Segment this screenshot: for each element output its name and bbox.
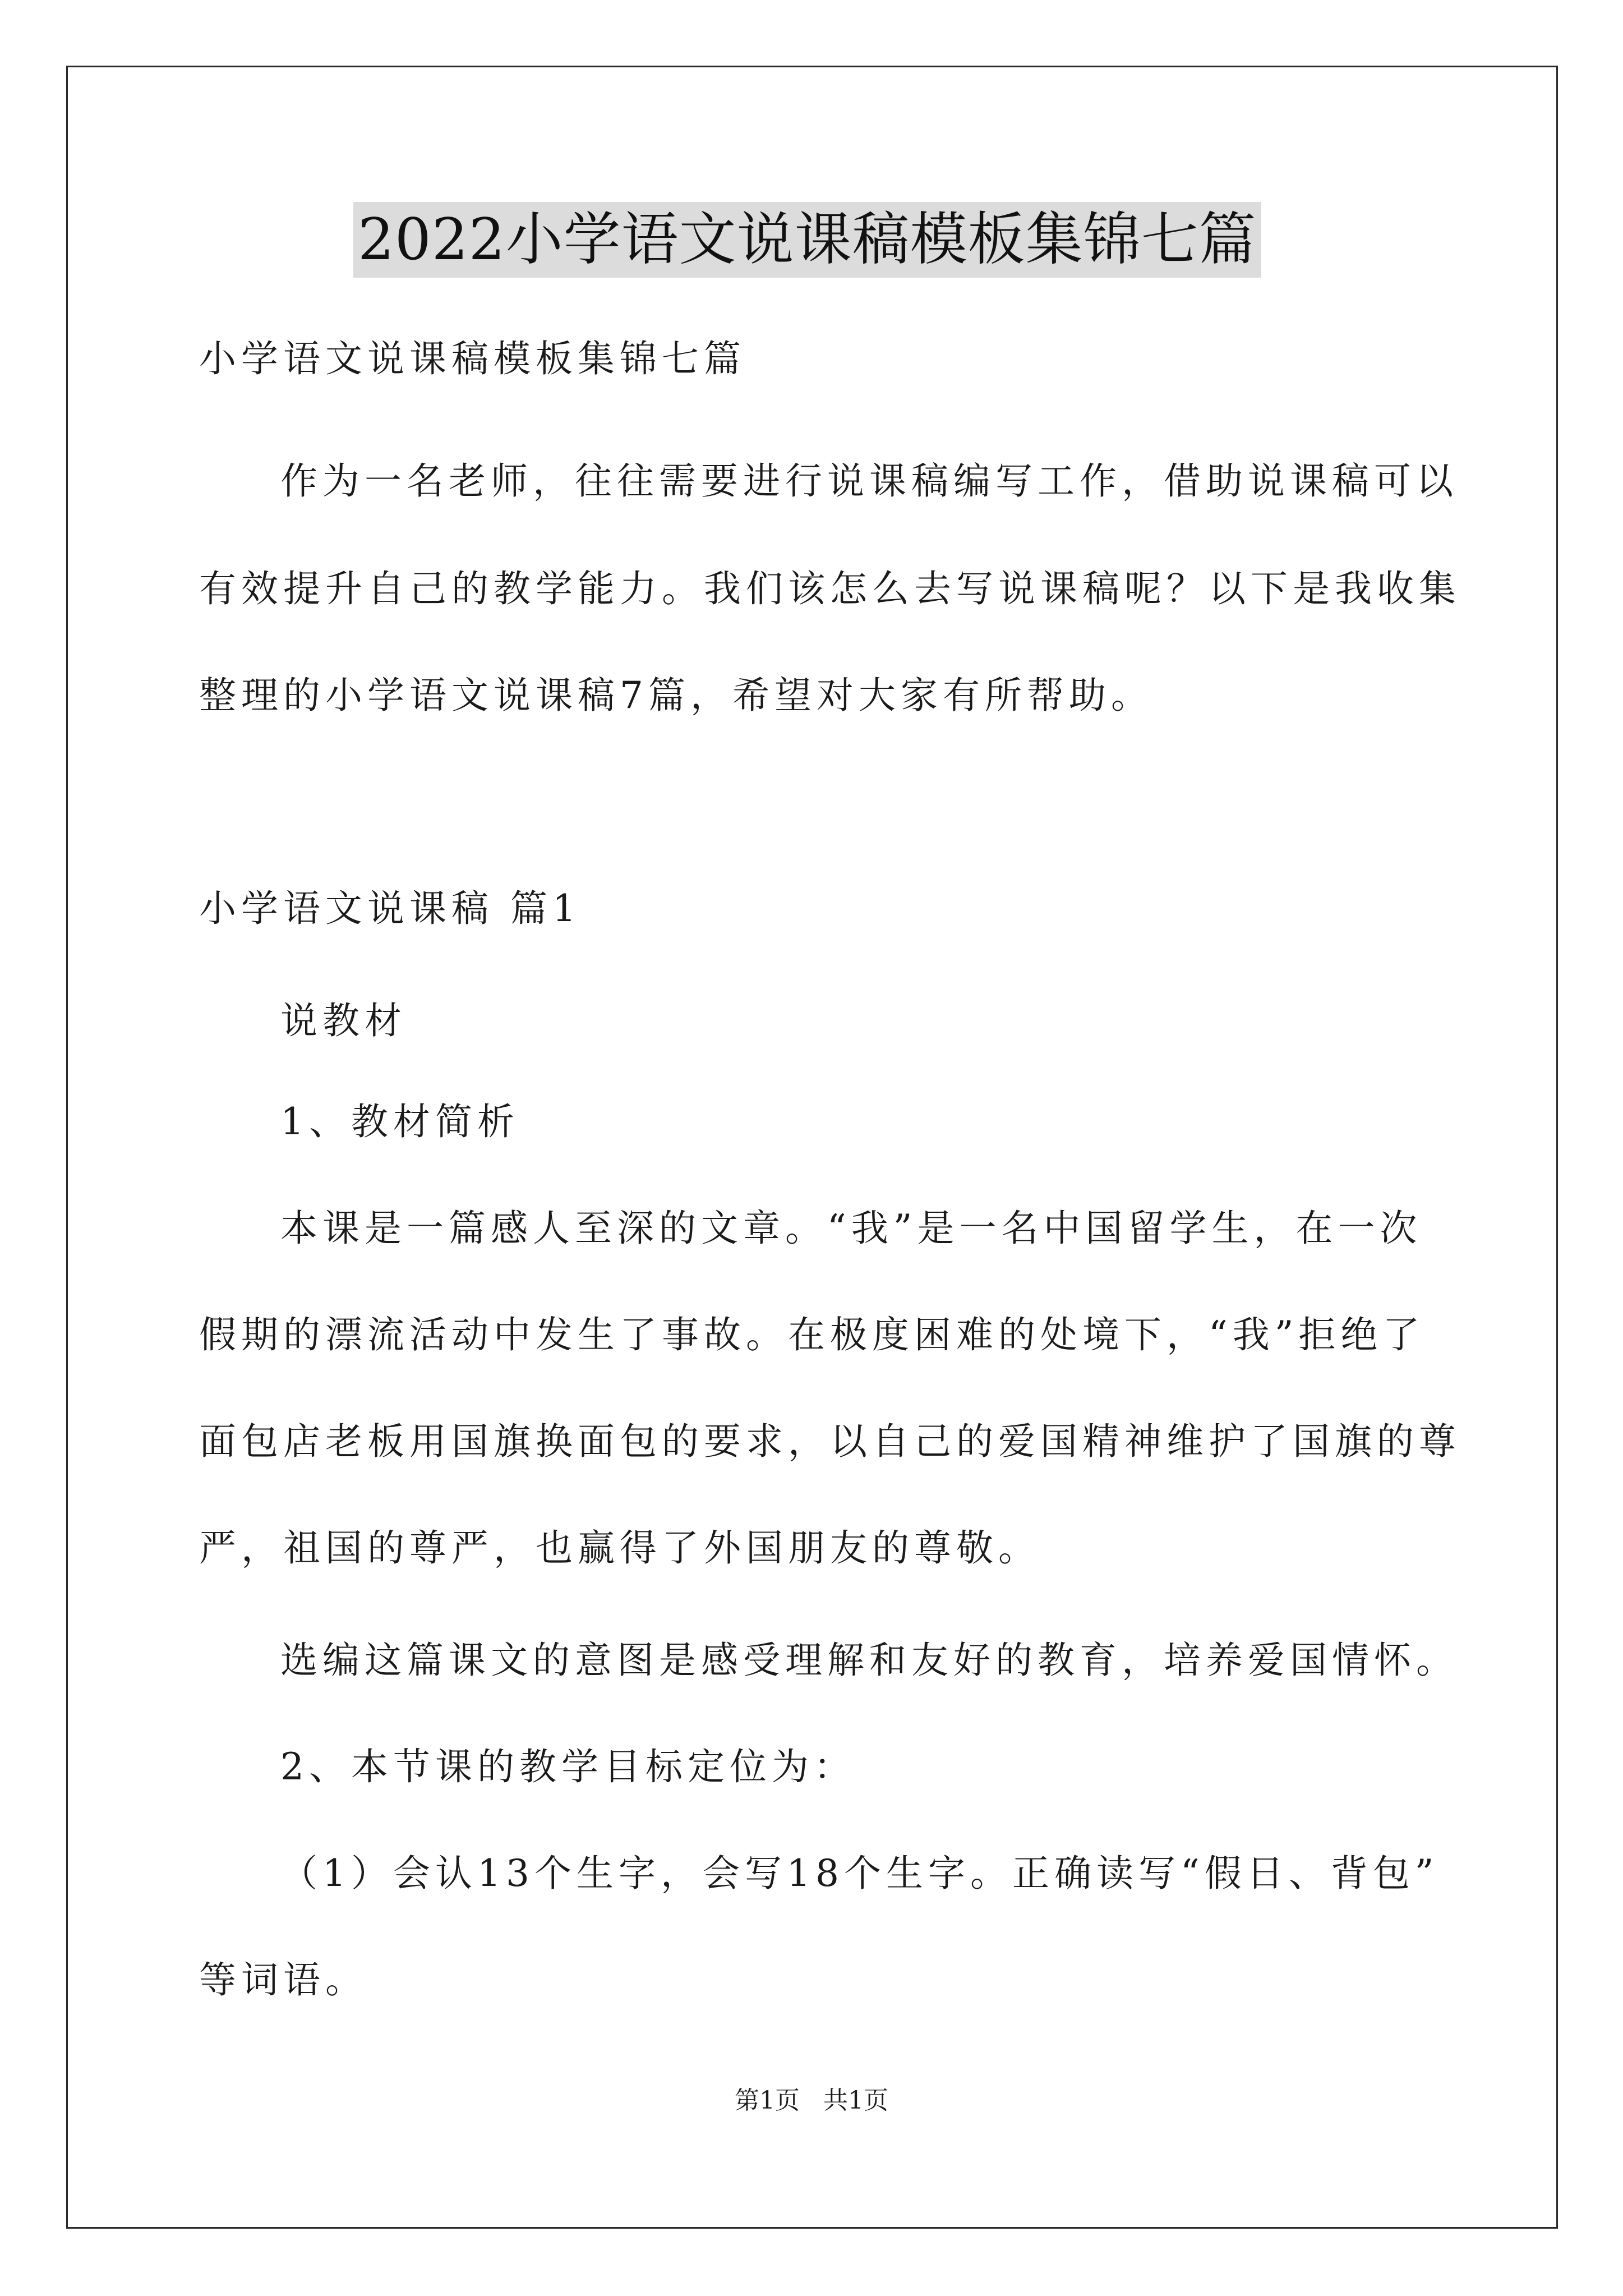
intro-heading: 小学语文说课稿模板集锦七篇 [199,337,746,380]
body-paragraph-line-1: 本课是一篇感人至深的文章。“我”是一名中国留学生，在一次 [280,1207,1422,1250]
body-paragraph-line-4: 严，祖国的尊严，也赢得了外国朋友的尊敬。 [199,1526,1040,1570]
subheading-shuo-jiaocai: 说教材 [280,999,407,1042]
goal-1-line-1: （1）会认13个生字，会写18个生字。正确读写“假日、背包” [280,1852,1439,1895]
goal-1-line-2: 等词语。 [199,1958,367,2001]
intent-paragraph: 选编这篇课文的意图是感受理解和友好的教育，培养爱国情怀。 [280,1639,1458,1682]
intro-paragraph-line-3: 整理的小学语文说课稿7篇，希望对大家有所帮助。 [199,674,1153,717]
page-number-footer: 第1页 共1页 [735,2086,888,2115]
body-paragraph-line-2: 假期的漂流活动中发生了事故。在极度困难的处境下，“我”拒绝了 [199,1313,1425,1356]
intro-paragraph-line-2: 有效提升自己的教学能力。我们该怎么去写说课稿呢？以下是我收集 [199,567,1461,610]
section-heading: 小学语文说课稿 篇1 [199,887,581,930]
subheading-jiaocai-jianxi: 1、教材简析 [280,1100,519,1143]
page-border [66,66,1558,2229]
document-title: 2022小学语文说课稿模板集锦七篇 [353,202,1261,278]
goals-heading: 2、本节课的教学目标定位为： [280,1745,856,1788]
body-paragraph-line-3: 面包店老板用国旗换面包的要求，以自己的爱国精神维护了国旗的尊 [199,1420,1461,1463]
intro-paragraph-line-1: 作为一名老师，往往需要进行说课稿编写工作，借助说课稿可以 [280,459,1458,503]
